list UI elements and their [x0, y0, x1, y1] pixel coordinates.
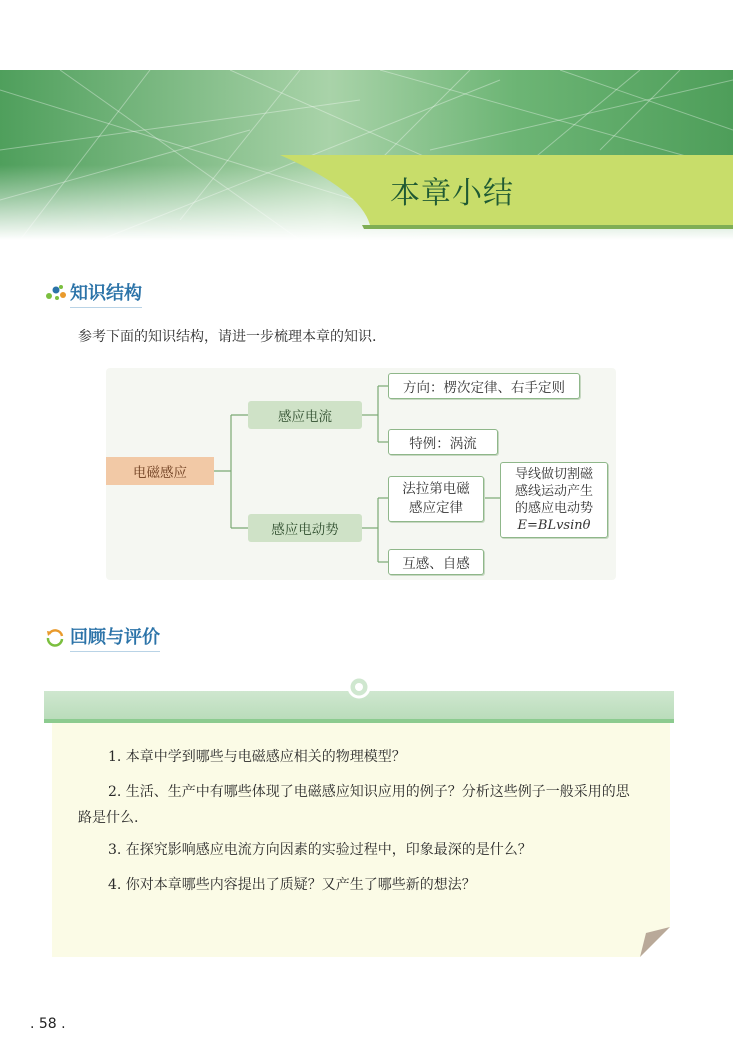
motional-formula: E=BLvsinθ — [517, 518, 591, 533]
page-corner-fold-icon — [640, 927, 670, 957]
motional-line-2: 感线运动产生 — [514, 484, 593, 499]
faraday-line-1: 法拉第电磁 — [402, 481, 470, 497]
motional-emf-node — [500, 462, 608, 538]
review-question-1: 1. 本章中学到哪些与电磁感应相关的物理模型？ — [108, 749, 406, 765]
intro-text: 参考下面的知识结构，请进一步梳理本章的知识. — [78, 329, 377, 345]
review-question-3: 3. 在探究影响感应电流方向因素的实验过程中，印象最深的是什么？ — [108, 842, 532, 858]
page-number: . 58 . — [30, 1016, 66, 1032]
review-question-4: 4. 你对本章哪些内容提出了质疑？又产生了哪些新的想法？ — [108, 877, 476, 893]
chapter-banner — [0, 70, 733, 240]
chapter-title: 本章小结 — [390, 176, 514, 211]
special-case-node: 特例：涡流 — [388, 429, 498, 455]
refresh-cycle-icon — [44, 626, 66, 648]
review-question-2: 2. 生活、生产中有哪些体现了电磁感应知识应用的例子？分析这些例子一般采用的思路是什么. — [78, 784, 630, 826]
motional-line-1: 导线做切割磁 — [514, 467, 593, 482]
induced-current-node: 感应电流 — [248, 401, 362, 429]
faraday-law-node — [388, 476, 484, 522]
knowledge-structure-heading: 知识结构 — [70, 279, 142, 308]
direction-node: 方向：楞次定律、右手定则 — [388, 373, 580, 399]
review-heading: 回顾与评价 — [70, 623, 160, 652]
faraday-line-2: 感应定律 — [409, 500, 463, 516]
paper-clip-icon — [344, 673, 374, 701]
mutual-self-induction-node: 互感、自感 — [388, 549, 484, 575]
map-root-node: 电磁感应 — [106, 457, 214, 485]
knowledge-map — [106, 368, 616, 580]
molecule-icon — [44, 282, 68, 302]
induced-emf-node: 感应电动势 — [248, 514, 362, 542]
motional-line-3: 的感应电动势 — [514, 501, 593, 516]
